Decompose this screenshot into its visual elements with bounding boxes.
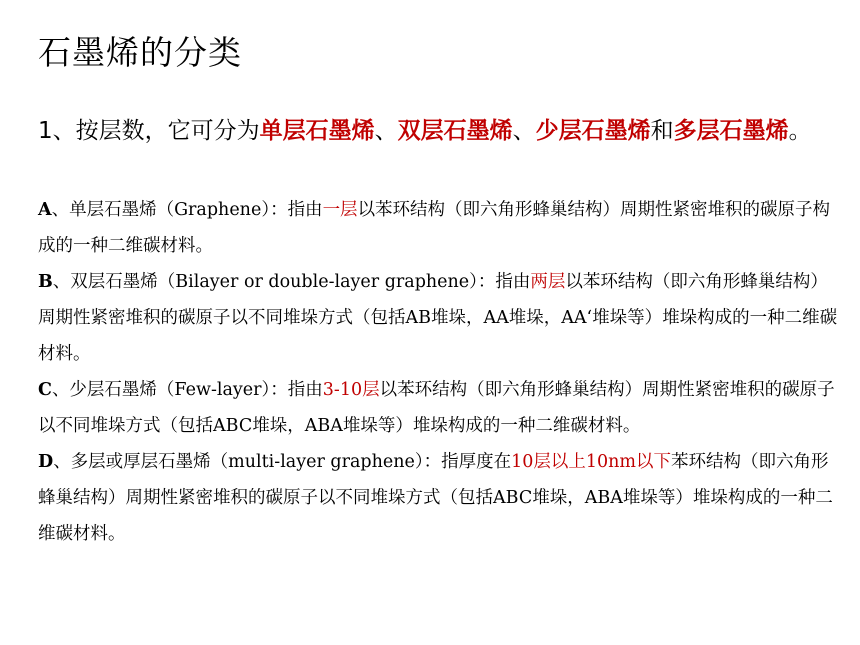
lead-number: 1 — [38, 118, 53, 144]
lead-text-5: 。 — [788, 118, 812, 144]
definition-text-end: 苯环结构（即六角形蜂巢结构）周期性紧密堆积的碳原子以不同堆垛方式（包括ABC堆垛，ABA堆垛等）堆垛构成的一种二维碳材料。 — [38, 452, 833, 544]
definition-text-end: 以苯环结构（即六角形蜂巢结构）周期性紧密堆积的碳原子以不同堆垛方式（包括ABC堆垛，ABA堆垛等）堆垛构成的一种二维碳材料。 — [38, 380, 835, 436]
definition-text-end: 以苯环结构（即六角形蜂巢结构）周期性紧密堆积的碳原子构成的一种二维碳材料。 — [38, 200, 831, 256]
definition-text-start: 、少层石墨烯（Few-layer）：指由 — [51, 380, 323, 400]
definition-text-start: 、多层或厚层石墨烯（multi-layer graphene）：指厚度在 — [53, 452, 512, 472]
lead-paragraph — [38, 112, 838, 150]
definition-key: A — [38, 200, 52, 220]
definition-highlight: 两层 — [530, 272, 566, 292]
definition-highlight: 10层以上10nm以下 — [511, 452, 672, 472]
definition-text-end: 以苯环结构（即六角形蜂巢结构）周期性紧密堆积的碳原子以不同堆垛方式（包括AB堆垛，AA堆垛，AA‘堆垛等）堆垛构成的一种二维碳材料。 — [38, 272, 838, 364]
lead-text-2: 、 — [374, 118, 398, 144]
lead-highlight-bilayer: 双层石墨烯 — [397, 118, 513, 144]
lead-highlight-few-layer: 少层石墨烯 — [535, 118, 651, 144]
definition-text-start: 、双层石墨烯（Bilayer or double-layer graphene）：指由 — [52, 272, 531, 292]
definition-b — [38, 264, 838, 372]
definition-a — [38, 192, 838, 264]
definition-key: C — [38, 380, 52, 400]
lead-highlight-multi-layer: 多层石墨烯 — [673, 118, 789, 144]
definition-key: B — [38, 272, 53, 292]
lead-text-1: 、按层数，它可分为 — [52, 118, 260, 144]
definition-key: D — [38, 452, 54, 472]
lead-text-3: 、 — [512, 118, 536, 144]
definition-c — [38, 372, 838, 444]
definition-text-start: 、单层石墨烯（Graphene）：指由 — [51, 200, 323, 220]
lead-text-4: 和 — [650, 118, 674, 144]
definitions-list — [38, 192, 838, 552]
definition-d — [38, 444, 838, 552]
definition-highlight: 3-10层 — [322, 380, 380, 400]
definition-highlight: 一层 — [322, 200, 358, 220]
lead-highlight-single-layer: 单层石墨烯 — [259, 118, 375, 144]
slide-title: 石墨烯的分类 — [38, 33, 242, 72]
